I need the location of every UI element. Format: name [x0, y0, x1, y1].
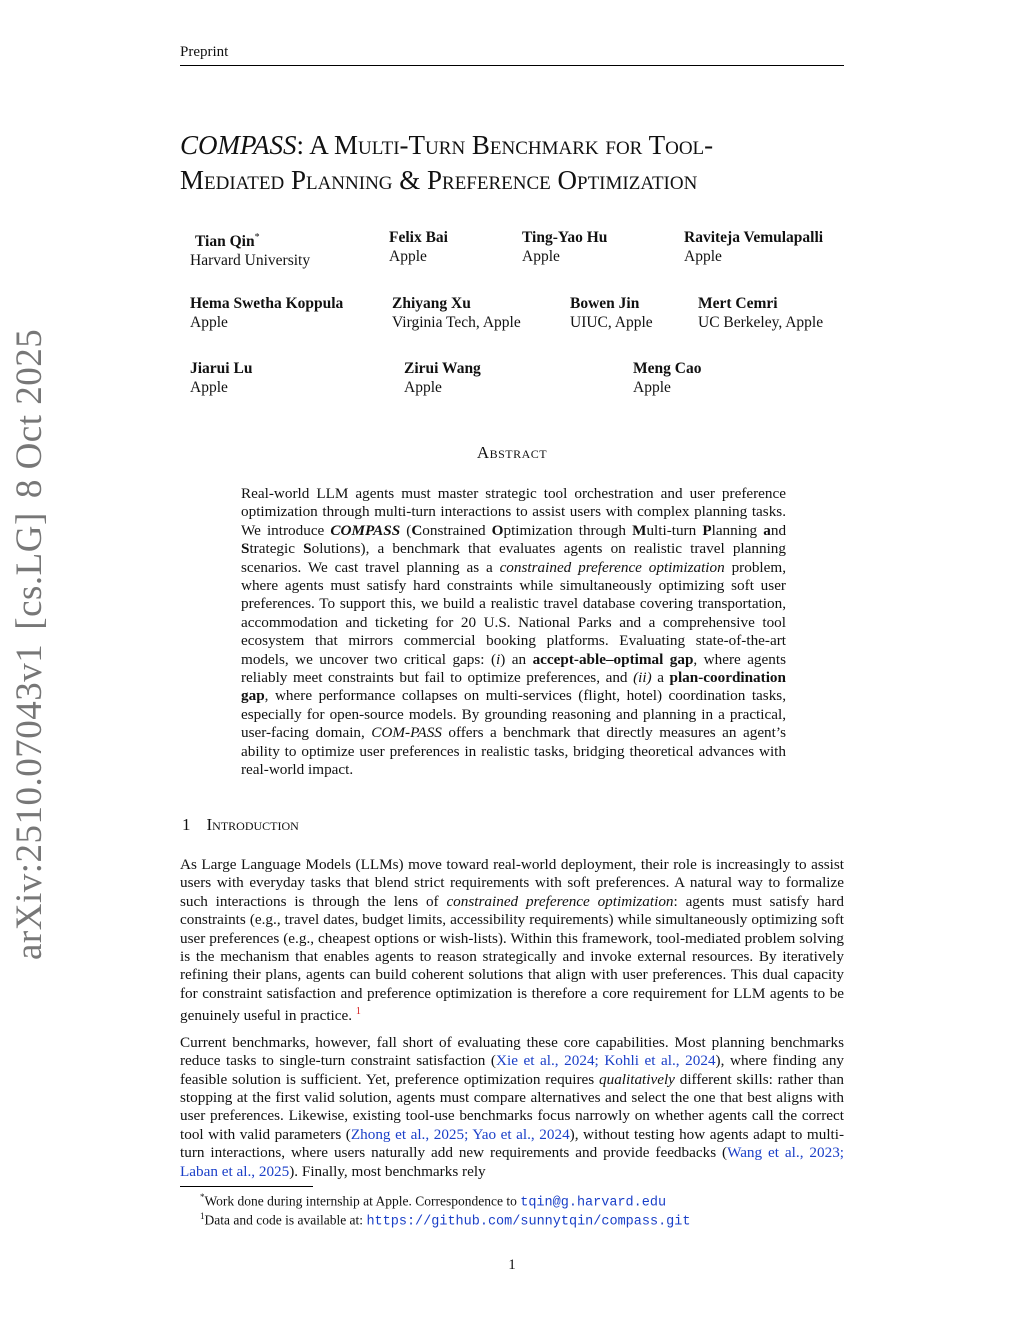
- title-line1: : A Multi-Turn Benchmark for Tool-: [296, 130, 714, 160]
- author-name: Zhiyang Xu: [392, 295, 471, 312]
- arxiv-sidebar-stamp: [8, 315, 51, 960]
- author-footnote-mark: *: [254, 232, 260, 243]
- author-block: [684, 228, 823, 266]
- author-name: Hema Swetha Koppula: [190, 295, 344, 312]
- author-affiliation: Apple: [404, 379, 442, 396]
- author-block: [190, 359, 252, 397]
- running-header: Preprint: [180, 44, 229, 60]
- author-block: [404, 359, 481, 397]
- author-name: Mert Cemri: [698, 295, 778, 312]
- author-affiliation: UC Berkeley, Apple: [698, 314, 824, 331]
- intro-paragraph: As Large Language Models (LLMs) move toward real-world deployment, their role is increasingly to assist users with everyday tasks that blend strict requirements with soft preferences. A natural way to formalize such interactions is through the lens of constrained preference optimization: agents must satisfy hard constraints (e.g., travel dates, budget limits, accessibility requirements) while simultaneously optimizing soft user preferences (e.g., cheapest options or wish-lists). Within this framework, tool-mediated problem solving is the mechanism that enables agents to reason strategically and invoke external resources. By iteratively refining their plans, agents can build coherent solutions that align with user preferences. This dual capacity for constraint satisfaction and preference optimization is therefore a core requirement for LLM agents to be genuinely useful in practice. $^1$: [180, 856, 844, 1025]
- author-affiliation: Apple: [522, 248, 560, 265]
- citation-link[interactable]: Wang et al., 2023; Laban et al., 2025: [180, 1144, 845, 1180]
- gap-term: plan-coordination gap: [241, 669, 786, 705]
- author-affiliation: Apple: [684, 248, 722, 265]
- author-name: Raviteja Vemulapalli: [684, 229, 824, 246]
- footnote: *Work done during internship at Apple. Correspondence to tqin@g.harvard.edu: [200, 1192, 667, 1211]
- abstract-heading: Abstract: [476, 443, 548, 462]
- citation-link[interactable]: Zhong et al., 2025; Yao et al., 2024: [350, 1125, 570, 1143]
- footnote-mark: 1: [200, 1211, 205, 1221]
- author-affiliation: Virginia Tech, Apple: [392, 314, 521, 331]
- title-line2: Mediated Planning & Preference Optimization: [180, 165, 698, 195]
- arxiv-date: 8 Oct 2025: [9, 328, 50, 499]
- page-number: 1: [508, 1257, 516, 1273]
- author-name: Jiarui Lu: [190, 360, 253, 377]
- author-affiliation: Apple: [389, 248, 427, 265]
- author-name: Tian Qin*: [195, 232, 260, 251]
- section-number: 1: [182, 815, 191, 834]
- author-block: [522, 228, 607, 266]
- footnote: $^1$Data and code is available at: https://github.com/sunnytqin/compass.git: [200, 1211, 691, 1230]
- author-affiliation: Apple: [633, 379, 671, 396]
- author-name: Bowen Jin: [570, 295, 640, 312]
- paper-title: [180, 128, 860, 198]
- abstract-paragraph: Real-world LLM agents must master strategic tool orchestration and user preference optimization through multi-turn interactions to assist users with complex planning tasks. We introduce COMPASS (Constrained Optimization through Multi-turn Planning and Strategic Solutions), a benchmark that evaluates agents on realistic travel planning scenarios. We cast travel planning as a constrained preference optimization problem, where agents must satisfy hard constraints while simultaneously optimizing soft user preferences. To support this, we build a realistic travel database covering transportation, accommodation and ticketing for 20 U.S. National Parks and a comprehensive tool ecosystem that mirrors commercial booking platforms. Evaluating state-of-the-art models, we uncover two critical gaps: (i) an accept-able–optimal gap, where agents reliably meet constraints but fail to optimize preferences, and (ii) a plan-coordination gap, where performance collapses on multi-services (flight, hotel) coordination tasks, especially for open-source models. By grounding reasoning and planning in a practical, user-facing domain, COM-PASS offers a benchmark that directly measures an agent’s ability to optimize user preferences in realistic tasks, bridging theoretical advances with real-world impact.: [241, 485, 787, 779]
- author-block: [570, 294, 653, 332]
- author-affiliation: UIUC, Apple: [570, 314, 653, 331]
- author-block: [392, 294, 521, 332]
- author-affiliation: Apple: [190, 314, 228, 331]
- compass-name: COMPASS: [330, 521, 401, 539]
- author-block: [633, 359, 701, 397]
- footnote-mark: *: [200, 1192, 205, 1202]
- author-name: Ting-Yao Hu: [522, 229, 608, 246]
- abstract-body: [241, 485, 786, 780]
- footnote-rule: [180, 1186, 313, 1187]
- title-name: COMPASS: [180, 130, 297, 160]
- intro-paragraph: Current benchmarks, however, fall short of evaluating these core capabilities. Most planning benchmarks reduce tasks to single-turn constraint satisfaction (Xie et al., 2024; Kohli et al., 2024), where finding any feasible solution is sufficient. Yet, preference optimization requires qualitatively different skills: rather than stopping at the first valid solution, agents must compare alternatives and select the one that best aligns with user preferences. Likewise, existing tool-use benchmarks focus narrowly on whether agents call the correct tool with valid parameters (Zhong et al., 2025; Yao et al., 2024), without testing how agents adapt to multi-turn interactions, where users naturally add new requirements and provide feedbacks (Wang et al., 2023; Laban et al., 2025). Finally, most benchmarks rely: [180, 1033, 845, 1180]
- author-block: [698, 294, 823, 332]
- author-block: [190, 294, 343, 332]
- arxiv-category: [cs.LG]: [9, 512, 50, 630]
- header-rule: [180, 65, 844, 66]
- author-name: Zirui Wang: [404, 360, 481, 377]
- section-heading: [182, 815, 299, 835]
- footnote-ref[interactable]: 1: [355, 1006, 361, 1018]
- arxiv-id: arXiv:2510.07043v1: [9, 643, 50, 960]
- author-block: [190, 228, 311, 270]
- author-affiliation: Harvard University: [190, 252, 311, 270]
- author-name: Felix Bai: [389, 229, 448, 246]
- gap-term: accept-able–optimal gap: [532, 650, 694, 668]
- author-affiliation: Apple: [190, 379, 228, 396]
- intro-body: [180, 856, 844, 1189]
- citation-link[interactable]: Xie et al., 2024; Kohli et al., 2024: [496, 1052, 716, 1070]
- author-block: [389, 228, 448, 266]
- author-name: Meng Cao: [633, 360, 702, 377]
- section-title: Introduction: [206, 815, 299, 834]
- repo-link[interactable]: https://github.com/sunnytqin/compass.git: [366, 1214, 691, 1230]
- email-link[interactable]: tqin@g.harvard.edu: [520, 1195, 667, 1211]
